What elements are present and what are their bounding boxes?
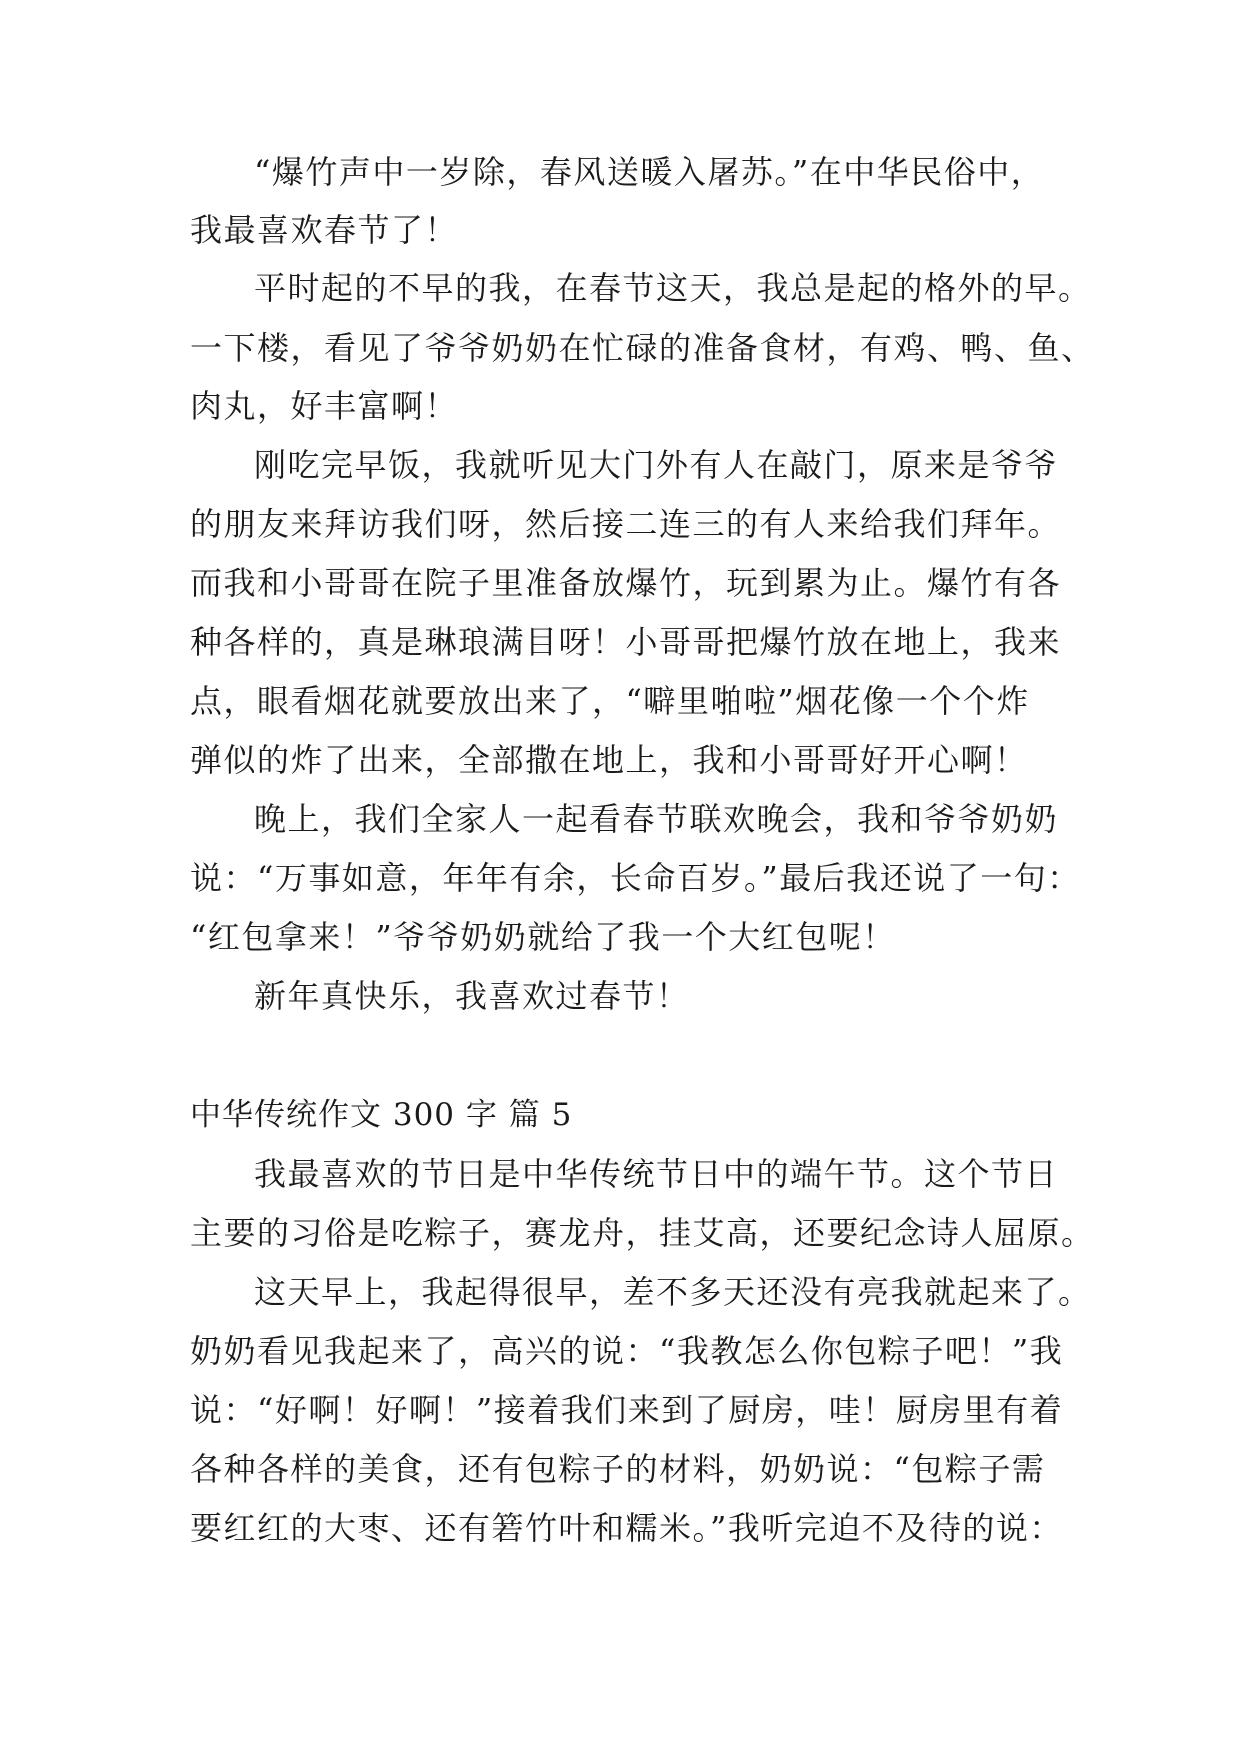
text-line: 而我和小哥哥在院子里准备放爆竹，玩到累为止。爆竹有各 [190, 564, 1062, 602]
text-line: 各种各样的美食，还有包粽子的材料，奶奶说：“包粽子需 [190, 1450, 1046, 1488]
text-line: 肉丸，好丰富啊！ [190, 387, 459, 425]
section-heading: 中华传统作文 300 字 篇 5 [190, 1097, 573, 1133]
text-line: 说：“万事如意，年年有余，长命百岁。”最后我还说了一句： [190, 859, 1081, 897]
text-line: 的朋友来拜访我们呀，然后接二连三的有人来给我们拜年。 [190, 505, 1062, 543]
text-line: 种各样的，真是琳琅满目呀！小哥哥把爆竹放在地上，我来 [190, 623, 1062, 661]
text-line: 晚上，我们全家人一起看春节联欢晚会，我和爷爷奶奶 [254, 800, 1059, 838]
text-line: 弹似的炸了出来，全部撒在地上，我和小哥哥好开心啊！ [190, 741, 1028, 779]
text-line: 一下楼，看见了爷爷奶奶在忙碌的准备食材，有鸡、鸭、鱼、 [190, 329, 1095, 367]
text-line: 主要的习俗是吃粽子，赛龙舟，挂艾高，还要纪念诗人屈原。 [190, 1214, 1095, 1252]
text-line: 点，眼看烟花就要放出来了，“噼里啪啦”烟花像一个个炸 [190, 682, 1030, 720]
text-line: 我最喜欢春节了！ [190, 211, 459, 249]
text-line: 新年真快乐，我喜欢过春节！ [254, 977, 690, 1015]
text-line: 平时起的不早的我，在春节这天，我总是起的格外的早。 [254, 269, 1092, 307]
text-line: 奶奶看见我起来了，高兴的说：“我教怎么你包粽子吧！”我 [190, 1332, 1064, 1370]
text-line: 说：“好啊！好啊！”接着我们来到了厨房，哇！厨房里有着 [190, 1391, 1064, 1429]
text-line: “红包拿来！”爷爷奶奶就给了我一个大红包呢！ [190, 918, 896, 956]
text-line: 要红红的大枣、还有箬竹叶和糯米。”我听完迫不及待的说： [190, 1509, 1063, 1547]
text-line: 这天早上，我起得很早，差不多天还没有亮我就起来了。 [254, 1273, 1092, 1311]
text-line: 我最喜欢的节日是中华传统节日中的端午节。这个节日 [254, 1155, 1059, 1193]
text-line: 刚吃完早饭，我就听见大门外有人在敲门，原来是爷爷 [254, 446, 1059, 484]
text-line: “爆竹声中一岁除，春风送暖入屠苏。”在中华民俗中， [254, 153, 1045, 191]
